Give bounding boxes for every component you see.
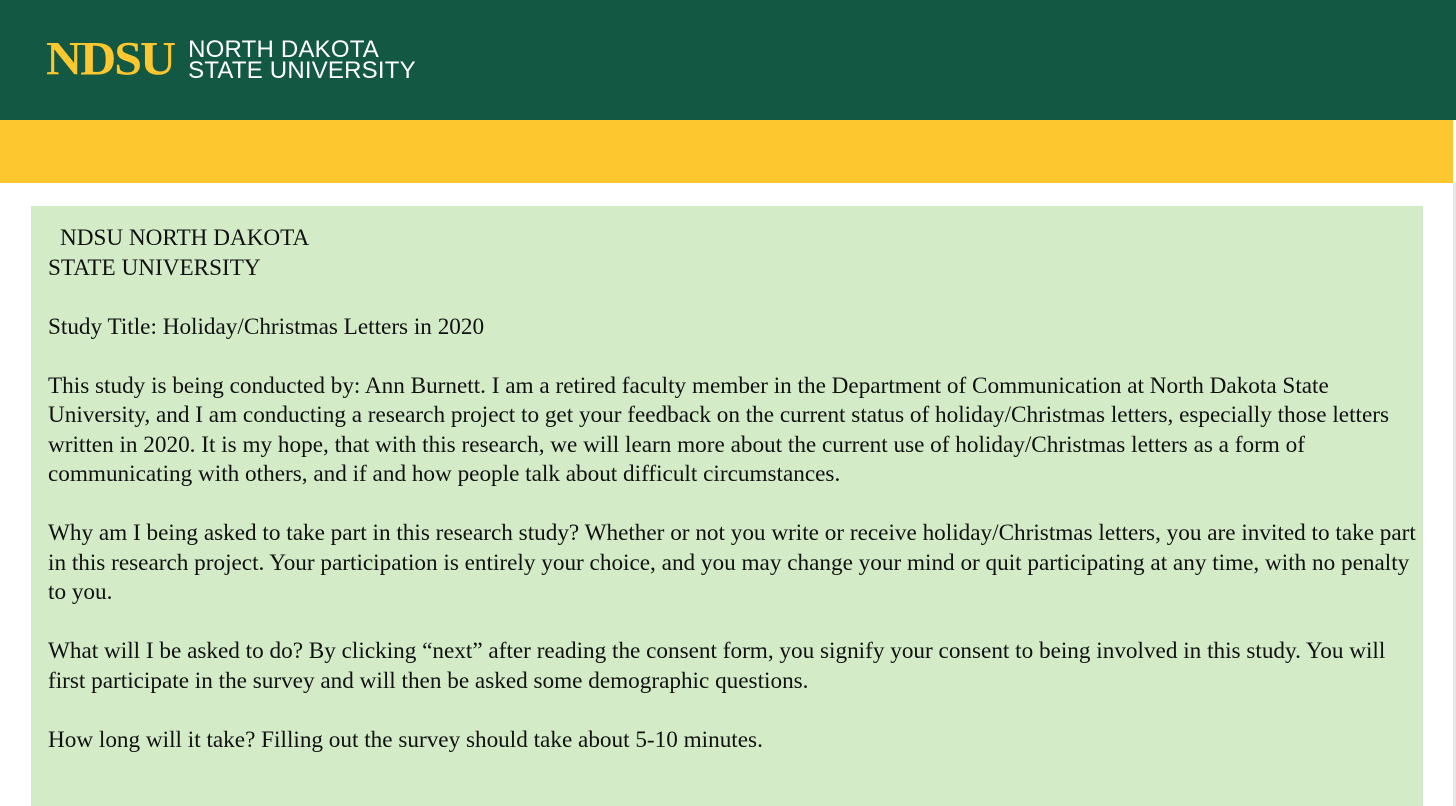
paragraph-how-long: How long will it take? Filling out the survey should take about 5-10 minutes. [48, 726, 763, 753]
institution-heading [48, 224, 1418, 283]
consent-form-text [48, 224, 1418, 785]
institution-line-1: NDSU NORTH DAKOTA [60, 225, 310, 251]
site-header [0, 0, 1456, 120]
logo-line-2: STATE UNIVERSITY [188, 57, 416, 84]
paragraph-why-asked: Why am I being asked to take part in this research study? Whether or not you write or receive holiday/Christmas letters, you are invited to take part in this research project. Your participation is entirely your choice, and you may change your mind or quit participating at any time, with no penalty to you. [48, 520, 1416, 605]
study-title: Study Title: Holiday/Christmas Letters in 2020 [48, 313, 485, 340]
institution-line-2: STATE UNIVERSITY [48, 254, 261, 281]
logo-line-1: NORTH DAKOTA [188, 36, 380, 63]
ndsu-logo[interactable] [46, 31, 416, 85]
paragraph-conducted-by: This study is being conducted by: Ann Burnett. I am a retired faculty member in the Department of Communication at North Dakota State University, and I am conducting a research project to get your feedback on the current status of holiday/Christmas letters, especially those letters written in 2020. It is my hope, that with this research, we will learn more about the current use of holiday/Christmas letters as a form of communicating with others, and if and how people talk about difficult circumstances. [48, 372, 1390, 487]
paragraph-what-to-do: What will I be asked to do? By clicking “next” after reading the consent form, you signify your consent to being involved in this study. You will first participate in the survey and will then be asked some demographic questions. [48, 638, 1386, 694]
consent-form-panel [31, 206, 1423, 806]
accent-band [0, 120, 1453, 183]
logo-wordmark [188, 36, 416, 84]
logo-mark: NDSU [46, 31, 175, 85]
